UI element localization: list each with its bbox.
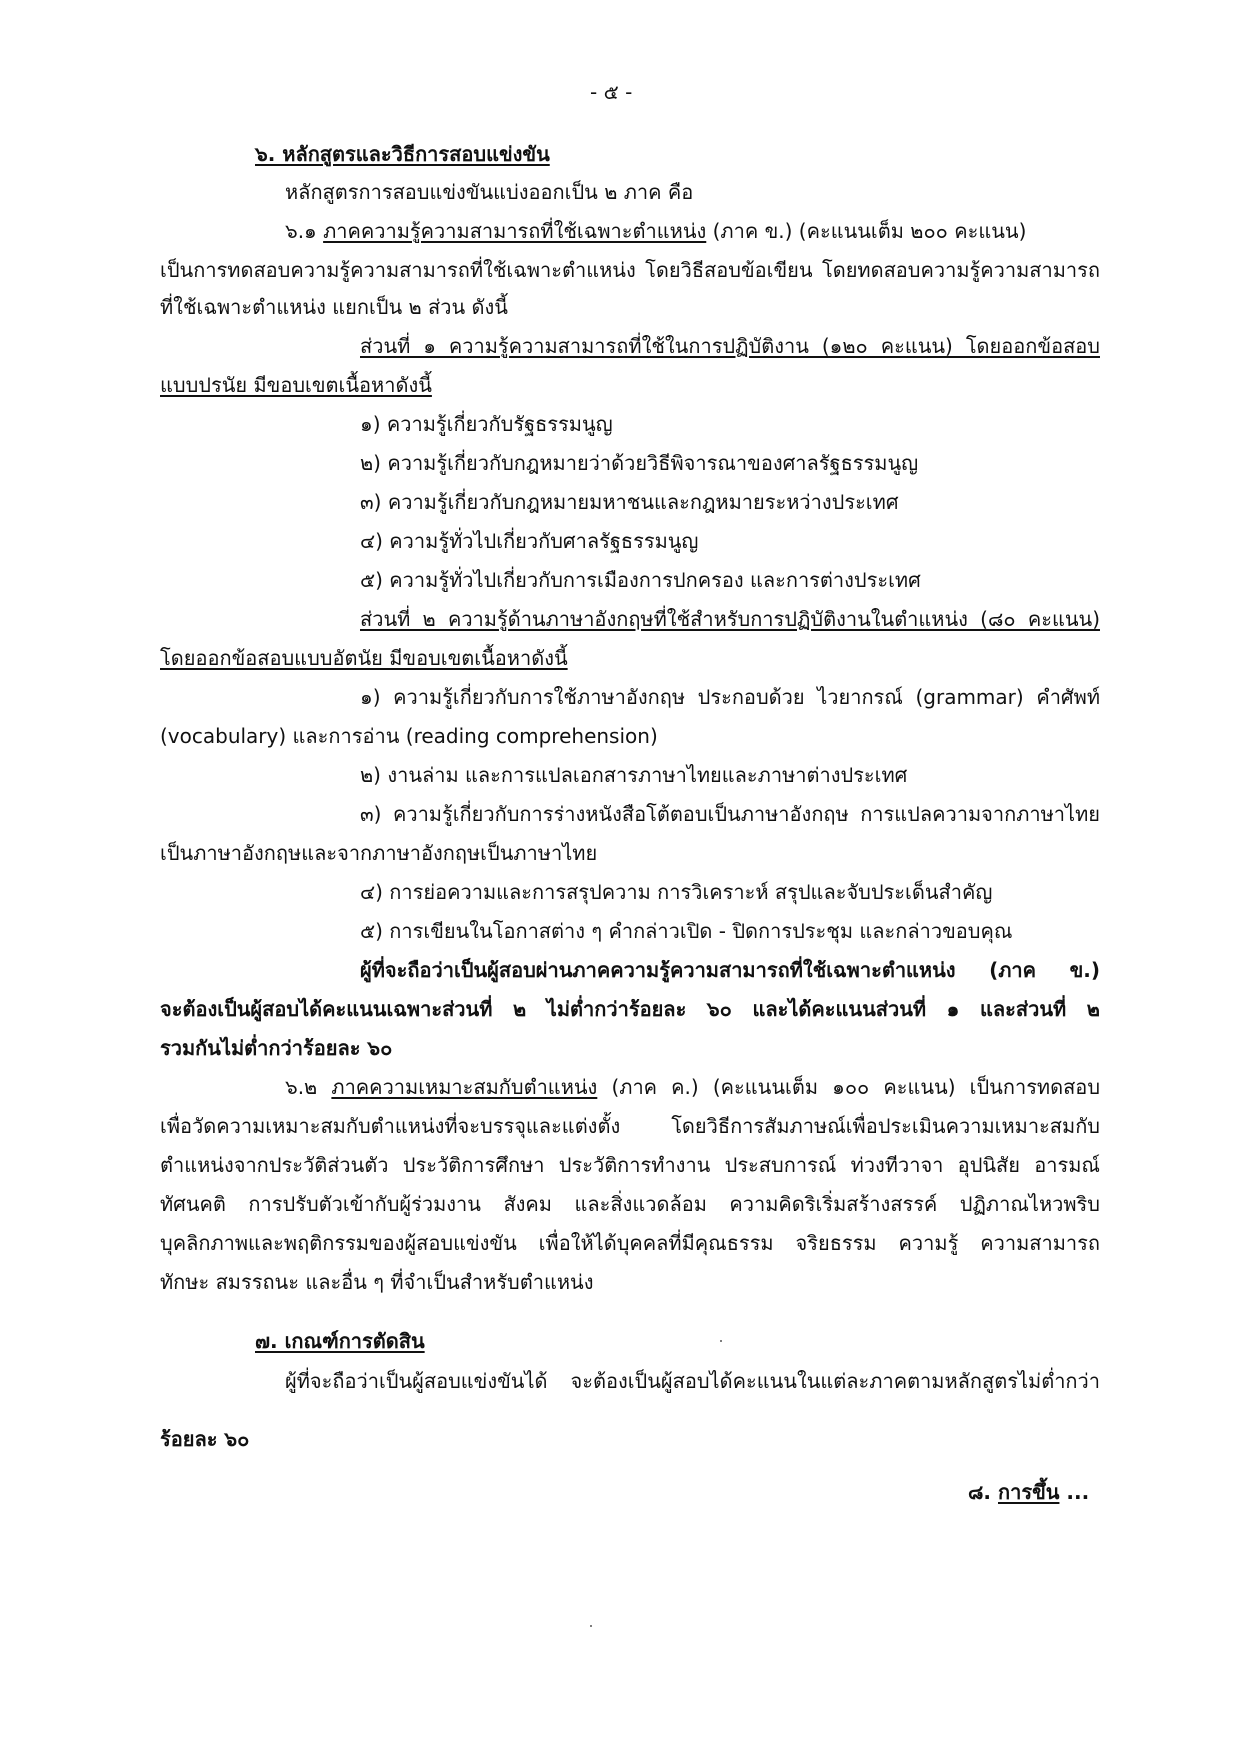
section-6-2-line1 [285, 1073, 1100, 1101]
part-2-item-5: ๕) การเขียนในโอกาสต่าง ๆ คำกล่าวเปิด - ปิดการประชุม และกล่าวขอบคุณ [360, 919, 1013, 943]
pass-criteria-line1: ผู้ที่จะถือว่าเป็นผู้สอบผ่านภาคความรู้ความสามารถที่ใช้เฉพาะตำแหน่ง (ภาค ข.) [360, 958, 1100, 982]
section-6-2-rest: (ภาค ค.) (คะแนนเต็ม ๑๐๐ คะแนน) เป็นการทดสอบ [611, 1075, 1101, 1099]
next-section-number: ๘. [968, 1480, 992, 1504]
part-2-item-3a: ๓) ความรู้เกี่ยวกับการร่างหนังสือโต้ตอบเป็นภาษาอังกฤษ การแปลความจากภาษาไทย [360, 802, 1100, 826]
section-6-2-number: ๖.๒ [285, 1075, 318, 1099]
section-7-title: ๗. เกณฑ์การตัดสิน [255, 1329, 425, 1353]
part-2-item-1a: ๑) ความรู้เกี่ยวกับการใช้ภาษาอังกฤษ ประกอบด้วย ไวยากรณ์ (grammar) คำศัพท์ [360, 685, 1100, 709]
part-1-heading-line1: ส่วนที่ ๑ ความรู้ความสามารถที่ใช้ในการปฏิบัติงาน (๑๒๐ คะแนน) โดยออกข้อสอบ [360, 334, 1100, 358]
section-6-1-number: ๖.๑ [285, 219, 317, 243]
scan-speck [720, 1340, 722, 1342]
section-6-1-rest: (ภาค ข.) (คะแนนเต็ม ๒๐๐ คะแนน) [712, 219, 1027, 243]
part-2-heading-line1: ส่วนที่ ๒ ความรู้ด้านภาษาอังกฤษที่ใช้สำหรับการปฏิบัติงานในตำแหน่ง (๘๐ คะแนน) [360, 607, 1100, 631]
section-6-1-heading: ภาคความรู้ความสามารถที่ใช้เฉพาะตำแหน่ง [323, 219, 707, 243]
part-1-heading-line2: แบบปรนัย มีขอบเขตเนื้อหาดังนี้ [160, 373, 432, 397]
part-1-item: ๓) ความรู้เกี่ยวกับกฎหมายมหาชนและกฎหมายระหว่างประเทศ [360, 490, 899, 514]
section-6-2-body-line: ทัศนคติ การปรับตัวเข้ากับผู้ร่วมงาน สังคม และสิ่งแวดล้อม ความคิดริเริ่มสร้างสรรค์ ปฏิภาณไหวพริบ [160, 1192, 1100, 1216]
section-6-title: ๖. หลักสูตรและวิธีการสอบแข่งขัน [255, 142, 550, 166]
section-6-1-line3: ที่ใช้เฉพาะตำแหน่ง แยกเป็น ๒ ส่วน ดังนี้ [160, 295, 508, 319]
scan-speck [590, 1625, 592, 1627]
part-2-item-3b: เป็นภาษาอังกฤษและจากภาษาอังกฤษเป็นภาษาไทย [160, 841, 598, 865]
continuation-ellipsis: ... [1066, 1480, 1090, 1504]
section-6-2-body-line: บุคลิกภาพและพฤติกรรมของผู้สอบแข่งขัน เพื่อให้ได้บุคคลที่มีคุณธรรม จริยธรรม ความรู้ ความสามารถ [160, 1231, 1100, 1255]
section-7-line2: ร้อยละ ๖๐ [160, 1427, 250, 1451]
pass-criteria-line3: รวมกันไม่ต่ำกว่าร้อยละ ๖๐ [160, 1036, 393, 1060]
section-6-1-line2: เป็นการทดสอบความรู้ความสามารถที่ใช้เฉพาะตำแหน่ง โดยวิธีสอบข้อเขียน โดยทดสอบความรู้ความสามารถ [160, 258, 1100, 282]
section-6-2-body-line: เพื่อวัดความเหมาะสมกับตำแหน่งที่จะบรรจุและแต่งตั้ง โดยวิธีการสัมภาษณ์เพื่อประเมินความเหมาะสมกับ [160, 1114, 1100, 1138]
section-6-2-last-line: ทักษะ สมรรถนะ และอื่น ๆ ที่จำเป็นสำหรับตำแหน่ง [160, 1270, 594, 1294]
section-6-1-line1 [285, 217, 1026, 245]
section-7-line1: ผู้ที่จะถือว่าเป็นผู้สอบแข่งขันได้ จะต้องเป็นผู้สอบได้คะแนนในแต่ละภาคตามหลักสูตรไม่ต่ำกว่า [285, 1369, 1100, 1393]
section-6-intro: หลักสูตรการสอบแข่งขันแบ่งออกเป็น ๒ ภาค คือ [285, 180, 694, 204]
part-2-heading-line2: โดยออกข้อสอบแบบอัตนัย มีขอบเขตเนื้อหาดังนี้ [160, 646, 568, 670]
next-section-label: การขึ้น [998, 1480, 1060, 1504]
section-6-2-body-line: ตำแหน่งจากประวัติส่วนตัว ประวัติการศึกษา ประวัติการทำงาน ประสบการณ์ ท่วงทีวาจา อุปนิสัย อารมณ์ [160, 1153, 1100, 1177]
part-2-item-2: ๒) งานล่าม และการแปลเอกสารภาษาไทยและภาษาต่างประเทศ [360, 763, 908, 787]
page-number: - ๕ - [590, 80, 633, 104]
pass-criteria-line2: จะต้องเป็นผู้สอบได้คะแนนเฉพาะส่วนที่ ๒ ไม่ต่ำกว่าร้อยละ ๖๐ และได้คะแนนส่วนที่ ๑ และส่วนที่ ๒ [160, 997, 1100, 1021]
part-1-item: ๕) ความรู้ทั่วไปเกี่ยวกับการเมืองการปกครอง และการต่างประเทศ [360, 568, 921, 592]
part-1-item: ๒) ความรู้เกี่ยวกับกฎหมายว่าด้วยวิธีพิจารณาของศาลรัฐธรรมนูญ [360, 451, 919, 475]
part-2-item-4: ๔) การย่อความและการสรุปความ การวิเคราะห์ สรุปและจับประเด็นสำคัญ [360, 880, 993, 904]
next-page-marker [968, 1478, 1089, 1506]
section-6-2-heading: ภาคความเหมาะสมกับตำแหน่ง [331, 1075, 598, 1099]
part-2-item-1b: (vocabulary) และการอ่าน (reading comprehension) [160, 724, 658, 748]
part-1-item: ๑) ความรู้เกี่ยวกับรัฐธรรมนูญ [360, 412, 613, 436]
part-1-item: ๔) ความรู้ทั่วไปเกี่ยวกับศาลรัฐธรรมนูญ [360, 529, 699, 553]
